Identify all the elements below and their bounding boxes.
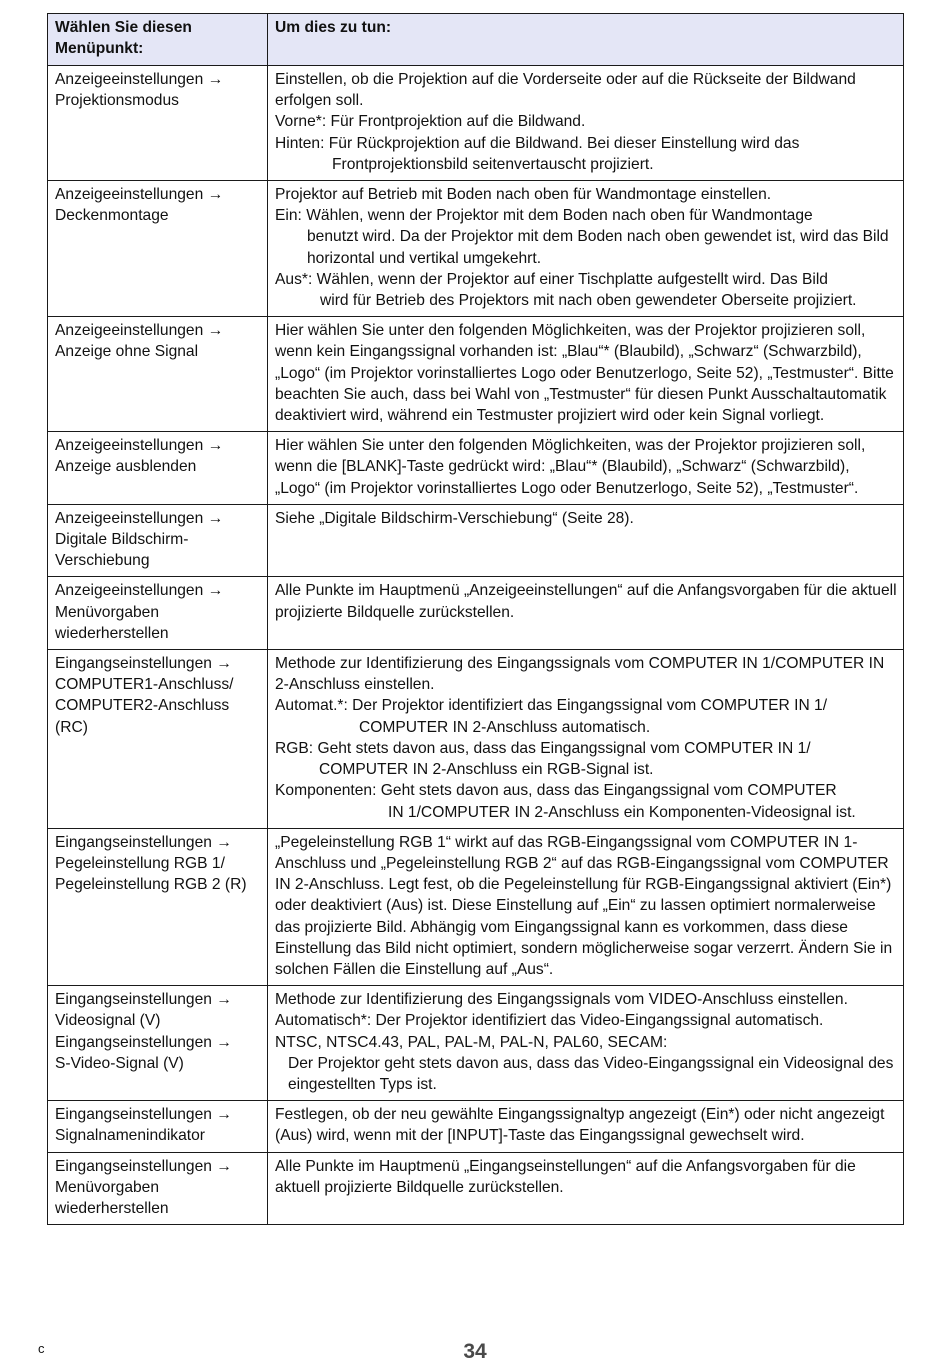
menu-path-line: Anzeigeeinstellungen → bbox=[55, 509, 224, 527]
description-cell bbox=[268, 1101, 904, 1152]
description-cell bbox=[268, 986, 904, 1101]
menu-path-cell bbox=[48, 1152, 268, 1225]
description-cell bbox=[268, 66, 904, 181]
description-cell bbox=[268, 504, 904, 577]
menu-path-line: Eingangseinstellungen → bbox=[55, 833, 232, 851]
menu-path-line: Deckenmontage bbox=[55, 207, 169, 225]
menu-path-line: Videosignal (V) bbox=[55, 1012, 161, 1030]
description-cell bbox=[268, 650, 904, 829]
menu-path-cell bbox=[48, 986, 268, 1101]
menu-path-line: Eingangseinstellungen → bbox=[55, 991, 232, 1009]
menu-path-cell bbox=[48, 650, 268, 829]
option-text-continued: COMPUTER IN 2-Anschluss automatisch. bbox=[359, 718, 651, 736]
option-text-continued: IN 1/COMPUTER IN 2-Anschluss ein Komponenten-Videosignal ist. bbox=[388, 803, 856, 821]
table-row bbox=[48, 504, 904, 577]
option-text-continued: Frontprojektionsbild seitenvertauscht projiziert. bbox=[332, 155, 654, 173]
menu-path-line: COMPUTER2-Anschluss bbox=[55, 697, 230, 715]
menu-path-line: S-Video-Signal (V) bbox=[55, 1054, 184, 1072]
description-text: Methode zur Identifizierung des Eingangssignals vom VIDEO-Anschluss einstellen. bbox=[275, 991, 848, 1009]
menu-path-line: Menüvorgaben bbox=[55, 603, 160, 621]
table-row bbox=[48, 1152, 904, 1225]
table-row bbox=[48, 1101, 904, 1152]
description-text: Alle Punkte im Hauptmenü „Anzeigeeinstellungen“ auf die Anfangsvorgaben für die aktuell projizierte Bildquelle zurückstellen. bbox=[275, 582, 897, 621]
description-text: Projektor auf Betrieb mit Boden nach oben für Wandmontage einstellen. bbox=[275, 186, 772, 204]
table-header-row bbox=[48, 14, 904, 66]
description-text: Festlegen, ob der neu gewählte Eingangssignaltyp angezeigt (Ein*) oder nicht angezeigt (Aus) wird, wenn mit der [INPUT]-Taste das Eingangssignal gewechselt wird. bbox=[275, 1106, 885, 1145]
menu-path-line: wiederherstellen bbox=[55, 1199, 169, 1217]
menu-path-line: Anzeigeeinstellungen → bbox=[55, 322, 224, 340]
page-number: 34 bbox=[463, 1340, 487, 1363]
menu-path-line: Pegeleinstellung RGB 2 (R) bbox=[55, 876, 247, 894]
menu-path-line: Menüvorgaben bbox=[55, 1178, 160, 1196]
header-menu-item: Wählen Sie diesen Menüpunkt: bbox=[48, 14, 268, 66]
option-text: NTSC, NTSC4.43, PAL, PAL-M, PAL-N, PAL60, SECAM: bbox=[275, 1033, 668, 1051]
menu-path-line: Projektionsmodus bbox=[55, 92, 179, 110]
menu-path-line: Digitale Bildschirm- bbox=[55, 531, 189, 549]
description-text: Einstellen, ob die Projektion auf die Vorderseite oder auf die Rückseite der Bildwand erfolgen soll. bbox=[275, 71, 856, 110]
description-cell bbox=[268, 577, 904, 650]
option-text: Aus*: Wählen, wenn der Projektor auf einer Tischplatte aufgestellt wird. Das Bild bbox=[275, 270, 828, 288]
menu-path-cell bbox=[48, 577, 268, 650]
description-text: „Pegeleinstellung RGB 1“ wirkt auf das RGB-Eingangssignal vom COMPUTER IN 1-Anschluss und „Pegeleinstellung RGB 2“ auf das RGB-Eingangssignal vom COMPUTER IN 2-Anschluss. Legt fest, ob die Pegeleinstellung für RGB-Eingangssignal aktiviert (Ein*) oder deaktiviert (Aus) ist. Diese Einstellung auf „Ein“ zu lassen optimiert normalerweise das projizierte Bild. Abhängig vom Eingangssignal kann es vorkommen, dass diese Einstellung das Bild nicht optimiert, sondern möglicherweise sogar verzerrt. Ändern Sie in solchen Fällen die Einstellung auf „Aus“. bbox=[275, 833, 893, 978]
option-text: Automat.*: Der Projektor identifiziert das Eingangssignal vom COMPUTER IN 1/ bbox=[275, 697, 828, 715]
option-text: RGB: Geht stets davon aus, dass das Eingangssignal vom COMPUTER IN 1/ bbox=[275, 739, 811, 757]
option-text-continued: benutzt wird. Da der Projektor mit dem Boden nach oben gewendet ist, wird das Bild horizontal und vertikal umgekehrt. bbox=[307, 228, 889, 267]
option-text: Vorne*: Für Frontprojektion auf die Bildwand. bbox=[275, 113, 586, 131]
menu-path-line: wiederherstellen bbox=[55, 624, 169, 642]
description-text: Hier wählen Sie unter den folgenden Möglichkeiten, was der Projektor projizieren soll, wenn kein Eingangssignal vorhanden ist: „Blau“* (Blaubild), „Schwarz“ (Schwarzbild), „Logo“ (im Projektor vorinstalliertes Logo oder Benutzerlogo, Seite 52), „Testmuster“. Bitte beachten Sie auch, dass bei Wahl von „Testmuster“ für diesen Punkt Ausschaltautomatik deaktiviert wird, während ein Testmuster projiziert wird oder kein Signal vorliegt. bbox=[275, 322, 894, 425]
menu-path-line: Eingangseinstellungen → bbox=[55, 1106, 232, 1124]
description-cell bbox=[268, 1152, 904, 1225]
menu-path-line: Eingangseinstellungen → bbox=[55, 1033, 232, 1051]
menu-path-line: Pegeleinstellung RGB 1/ bbox=[55, 854, 225, 872]
menu-path-line: Verschiebung bbox=[55, 552, 150, 570]
menu-path-cell bbox=[48, 317, 268, 432]
header-action: Um dies zu tun: bbox=[268, 14, 904, 66]
table-row bbox=[48, 432, 904, 505]
description-cell bbox=[268, 317, 904, 432]
menu-path-cell bbox=[48, 181, 268, 317]
option-text-continued: Der Projektor geht stets davon aus, dass das Video-Eingangssignal ein Videosignal des eingestellten Typs ist. bbox=[288, 1054, 894, 1093]
option-text: Komponenten: Geht stets davon aus, dass das Eingangssignal vom COMPUTER bbox=[275, 782, 837, 800]
menu-path-cell bbox=[48, 828, 268, 985]
table-row bbox=[48, 66, 904, 181]
option-text-continued: wird für Betrieb des Projektors mit nach oben gewendeter Oberseite projiziert. bbox=[320, 292, 857, 310]
description-text: Hier wählen Sie unter den folgenden Möglichkeiten, was der Projektor projizieren soll, wenn die [BLANK]-Taste gedrückt wird: „Blau“* (Blaubild), „Schwarz“ (Schwarzbild), „Logo“ (im Projektor vorinstalliertes Logo oder Benutzerlogo, Seite 52), „Testmuster“. bbox=[275, 437, 866, 497]
menu-path-line: Eingangseinstellungen → bbox=[55, 655, 232, 673]
table-row bbox=[48, 181, 904, 317]
menu-path-line: (RC) bbox=[55, 718, 88, 736]
table-row bbox=[48, 577, 904, 650]
description-cell bbox=[268, 432, 904, 505]
menu-path-cell bbox=[48, 432, 268, 505]
menu-path-cell bbox=[48, 504, 268, 577]
description-cell bbox=[268, 828, 904, 985]
menu-path-line: Eingangseinstellungen → bbox=[55, 1157, 232, 1175]
option-text: Ein: Wählen, wenn der Projektor mit dem Boden nach oben für Wandmontage bbox=[275, 207, 813, 225]
description-text: Alle Punkte im Hauptmenü „Eingangseinstellungen“ auf die Anfangsvorgaben für die aktuell projizierte Bildquelle zurückstellen. bbox=[275, 1157, 856, 1196]
menu-path-line: Signalnamenindikator bbox=[55, 1127, 205, 1145]
menu-path-cell bbox=[48, 66, 268, 181]
menu-path-cell bbox=[48, 1101, 268, 1152]
table-row bbox=[48, 317, 904, 432]
menu-path-line: COMPUTER1-Anschluss/ bbox=[55, 676, 234, 694]
option-text-continued: COMPUTER IN 2-Anschluss ein RGB-Signal ist. bbox=[319, 761, 654, 779]
table-row bbox=[48, 650, 904, 829]
menu-path-line: Anzeigeeinstellungen → bbox=[55, 71, 224, 88]
description-cell bbox=[268, 181, 904, 317]
menu-path-line: Anzeige ausblenden bbox=[55, 458, 197, 476]
description-text: Siehe „Digitale Bildschirm-Verschiebung“ (Seite 28). bbox=[275, 509, 634, 527]
description-text: Methode zur Identifizierung des Eingangssignals vom COMPUTER IN 1/COMPUTER IN 2-Anschluss einstellen. bbox=[275, 655, 885, 694]
table-row bbox=[48, 986, 904, 1101]
option-text: Hinten: Für Rückprojektion auf die Bildwand. Bei dieser Einstellung wird das bbox=[275, 134, 800, 152]
menu-path-line: Anzeigeeinstellungen → bbox=[55, 582, 224, 600]
footer-corner-mark: c bbox=[38, 1341, 45, 1356]
menu-path-line: Anzeigeeinstellungen → bbox=[55, 437, 224, 455]
menu-path-line: Anzeige ohne Signal bbox=[55, 343, 199, 361]
menu-path-line: Anzeigeeinstellungen → bbox=[55, 186, 224, 204]
option-text: Automatisch*: Der Projektor identifiziert das Video-Eingangssignal automatisch. bbox=[275, 1012, 824, 1030]
menu-settings-table bbox=[47, 13, 904, 1225]
table-row bbox=[48, 828, 904, 985]
